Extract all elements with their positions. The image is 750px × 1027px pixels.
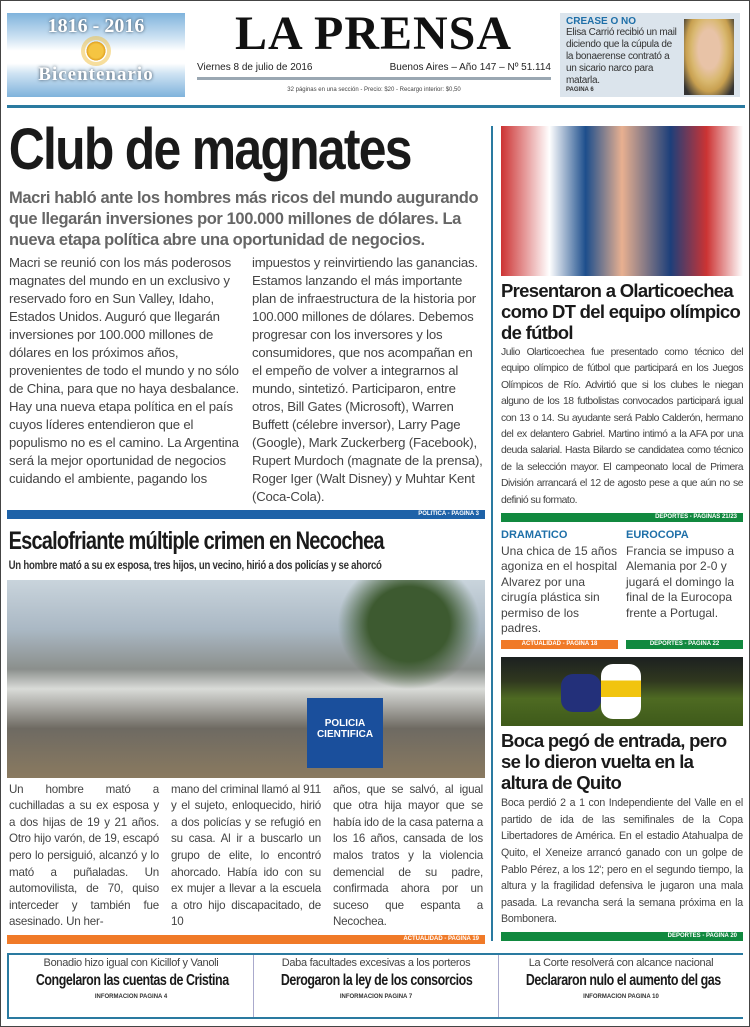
teaser-kicker: Bonadio hizo igual con Kicillof y Vanoli: [43, 957, 219, 969]
teaser-headline: Congelaron las cuentas de Cristina: [35, 972, 229, 989]
carrio-photo: [684, 19, 734, 95]
crime-body-col: Un hombre mató a cuchilladas a su ex esposa y a dos hijas de 19 y 21 años. Otro hijo varón, de 19, escapó pero lo persiguió, alcanzó y lo mató a puñaladas. Un automovilista, de 70, quiso interceder y también fue asesinado. Un her-: [9, 782, 159, 929]
dateline: [197, 62, 551, 73]
olarticoechea-photo: [501, 126, 743, 276]
teaser-headline: Derogaron la ley de los consorcios: [280, 972, 473, 989]
olympic-body: Julio Olarticoechea fue presentado como técnico del equipo olímpico de fútbol que participará en los Juegos Olímpicos de Río. Advirtió que si los clubes le niegan alguno de los 18 futbolistas convocados participará igual con 13 o 14. Su ayudante será Pablo Calderón, hermano del ex delantero Gabriel. Martino intimó a la AFA por una deuda salarial. Hasta Bilardo se candidatea como técnico de la selección mayor. El campeonato local de Primera División arrancará el 12 de agosto pese a que aún no se definió su formato.: [501, 347, 743, 506]
crease-page: PAGINA 6: [566, 87, 594, 93]
teaser-gas[interactable]: [499, 955, 743, 1017]
crease-o-no-box[interactable]: [560, 13, 740, 97]
section-bar-actualidad[interactable]: ACTUALIDAD - PAGINA 18: [501, 640, 618, 649]
player-figure: [561, 674, 601, 712]
teaser-headline: Declararon nulo el aumento del gas: [525, 972, 721, 989]
crime-body: [7, 782, 485, 931]
right-column: [501, 126, 743, 941]
header-divider: [7, 105, 745, 108]
teaser-ref: INFORMACION PAGINA 4: [94, 994, 168, 1000]
section-bar-deportes[interactable]: DEPORTES - PAGINA 22: [626, 640, 743, 649]
section-bar-actualidad[interactable]: ACTUALIDAD - PAGINA 19: [7, 935, 485, 944]
bottom-teasers: [7, 953, 743, 1019]
police-van-label: POLICIA CIENTIFICA: [307, 698, 383, 768]
masthead-rule: [197, 77, 551, 80]
section-bar-deportes[interactable]: DEPORTES - PAGINA 20: [501, 932, 743, 941]
crime-headline[interactable]: Escalofriante múltiple crimen en Necochea: [8, 527, 384, 555]
main-headline[interactable]: Club de magnates: [8, 117, 411, 182]
main-body: [7, 254, 485, 506]
brief-dramatico[interactable]: [501, 528, 618, 649]
left-column: [7, 114, 485, 944]
player-figure: [601, 664, 641, 720]
teaser-kicker: La Corte resolverá con alcance nacional: [528, 957, 714, 969]
section-bar-deportes[interactable]: DEPORTES - PAGINAS 21/23: [501, 513, 743, 522]
crime-scene-photo: [7, 580, 485, 778]
section-bar-politica[interactable]: POLITICA - PAGINA 3: [7, 510, 485, 519]
brief-kicker: DRAMATICO: [501, 529, 568, 542]
briefs-row: [501, 528, 743, 649]
brief-eurocopa[interactable]: [626, 528, 743, 649]
bicentenario-banner: [7, 13, 185, 97]
main-body-col: impuestos y reinvirtiendo las ganancias. Estamos lanzando el más importante plan de infraestructura de la historia por 100.000 millones de dólares. Debemos progresar con los inversores y los consumidores, que nos acompañan en el empeño de volver a integrarnos al mundo, sintetizó. Participaron, entre otros, Bill Gates (Microsoft), Warren Buffett (célebre inversor), Larry Page (Google), Mark Zuckerberg (Facebook), Rupert Murdoch (magnate de la prensa), Roger Iger (Walt Disney) y Muhtar Kent (Coca-Cola).: [252, 255, 483, 504]
issue-date: Viernes 8 de julio de 2016: [197, 62, 313, 73]
issue-edition: Buenos Aires – Año 147 – Nº 51.114: [389, 62, 551, 73]
newspaper-logo: LA PRENSA: [234, 7, 513, 60]
column-divider: [491, 126, 493, 941]
crime-body-col: mano del criminal llamó al 911 y el sujeto, enloquecido, hirió a dos policías y se refugió en su casa. Al ir a buscarlo un grupo de elite, lo encontró ahorcado. Había ido con su ex mujer a llevar a la escuela a otro hijo discapacitado, de 10: [171, 782, 321, 929]
teaser-ref: INFORMACION PAGINA 7: [339, 994, 413, 1000]
brief-text: Una chica de 15 años agoniza en el hospital Alvarez por una cirugía plástica sin permiso de los padres.: [501, 543, 618, 636]
bicentenario-label: Bicentenario: [38, 64, 154, 85]
crease-kicker: CREASE O NO: [566, 16, 637, 27]
teaser-ref: INFORMACION PAGINA 10: [583, 994, 659, 1000]
crime-body-col: años, que se salvó, al igual que otra hija mayor que se había ido de la casa paterna a los 16 años, cansada de los malos tratos y la violencia demencial de su padre, confirmada ahora por un suceso que espanta a Necochea.: [333, 782, 483, 929]
boca-match-photo: [501, 657, 743, 727]
main-subhead: Macri habló ante los hombres más ricos del mundo augurando que llegarán inversiones por 100.000 millones de dólares. La nueva etapa política abre una oportunidad de negocios.: [9, 189, 479, 249]
sun-of-may-icon: [85, 40, 107, 62]
bicentenario-years: 1816 - 2016: [47, 15, 145, 37]
olympic-headline[interactable]: Presentaron a Olarticoechea como DT del equipo olímpico de fútbol: [501, 280, 741, 343]
boca-headline[interactable]: Boca pegó de entrada, pero se lo dieron vuelta en la altura de Quito: [501, 730, 727, 794]
tree-image: [337, 580, 481, 690]
brief-kicker: EUROCOPA: [626, 529, 689, 542]
crease-text: Elisa Carrió recibió un mail diciendo que la cúpula de la bonaerense contrató a un sicario narco para matarla.: [566, 27, 677, 86]
crime-subhead: Un hombre mató a su ex esposa, tres hijos, un vecino, hirió a dos policías y se ahorcó: [8, 558, 382, 572]
price-line: 32 páginas en una sección - Precio: $20 - Recargo interior: $0,50: [287, 87, 461, 93]
brief-text: Francia se impuso a Alemania por 2-0 y jugará el domingo la final de la Eurocopa frente a Portugal.: [626, 543, 735, 620]
teaser-cristina[interactable]: [9, 955, 254, 1017]
teaser-consorcios[interactable]: [254, 955, 499, 1017]
main-body-col: Macri se reunió con los más poderosos magnates del mundo en un exclusivo y reservado foro en Sun Valley, Idaho, Estados Unidos. Auguró que llegarán inversiones por 100.000 millones de dólares en los próximos años, provenientes de todo el mundo y no sólo de China, para que no haya desbalance. Hay una nueva etapa política en el país cuyos líderes entendieron que el populismo no es el camino. La Argentina será la mejor oportunidad de negocios cuidando el ambiente, pagando los: [9, 255, 239, 486]
teaser-kicker: Daba facultades excesivas a los porteros: [281, 957, 471, 969]
boca-body: Boca perdió 2 a 1 con Independiente del Valle en el partido de ida de las semifinales de la Copa Libertadores de América. En el estadio Atahualpa de Quito, el Xeneize arrancó ganado con un golpe de Pablo Pérez, a los 12'; pero en el segundo tiempo, la altura y la fragilidad defensiva le jugaron una mala pasada. La revancha será la semana próxima en la Bombonera.: [501, 797, 743, 926]
